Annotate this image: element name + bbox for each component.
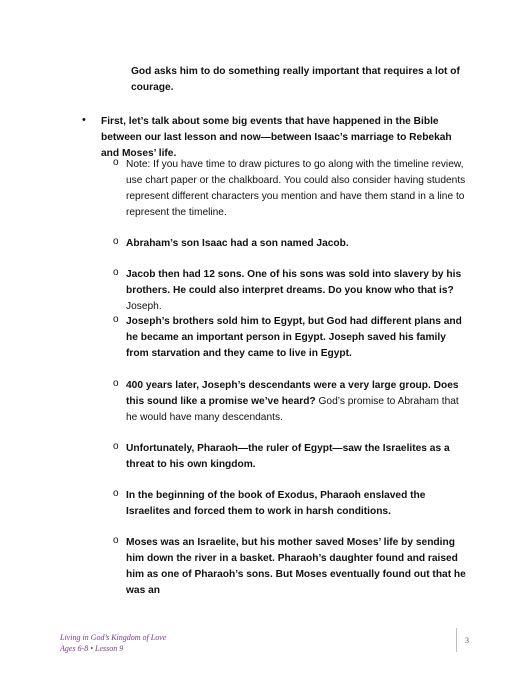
list-item — [126, 267, 471, 315]
sub-bullet-marker: o — [113, 267, 119, 278]
item-bold: Unfortunately, Pharaoh—the ruler of Egypt—saw the Israelites as a threat to his own kingdom. — [126, 443, 450, 470]
sub-bullet-marker: o — [113, 378, 119, 389]
intro-text: God asks him to do something really important that requires a lot of courage. — [131, 66, 460, 93]
item-bold: 400 years later, Joseph’s descendants were a very large group. Does this sound like a promise we’ve heard? — [126, 380, 459, 407]
item-bold: In the beginning of the book of Exodus, Pharaoh enslaved the Israelites and forced them to work in harsh conditions. — [126, 490, 426, 517]
item-normal: Note: If you have time to draw pictures to go along with the timeline review, use chart paper or the chalkboard. You could also consider having students represent different characters you mention and have them stand in a line to represent the timeline. — [126, 159, 466, 218]
main-bullet-text: First, let’s talk about some big events that have happened in the Bible between our last lesson and now—between Isaac’s marriage to Rebekah and Moses’ life. — [101, 116, 452, 159]
footer — [60, 632, 166, 654]
footer-title: Living in God’s Kingdom of Love — [60, 633, 167, 642]
list-item-note — [126, 157, 471, 221]
list-item — [126, 314, 471, 362]
bullet-marker: • — [82, 114, 86, 126]
sub-bullet-marker: o — [113, 488, 119, 499]
item-bold: Abraham’s son Isaac had a son named Jacob. — [126, 238, 349, 249]
list-item — [126, 488, 471, 520]
list-item — [126, 236, 471, 252]
sub-bullet-marker: o — [113, 314, 119, 325]
item-bold: Moses was an Israelite, but his mother saved Moses’ life by sending him down the river in a basket. Pharaoh’s daughter found and raised him as one of Pharaoh’s sons. But Moses eventually found out that he was an — [126, 537, 466, 596]
sub-bullet-marker: o — [113, 535, 119, 546]
page-number: 3 — [465, 636, 469, 645]
list-item — [126, 441, 471, 473]
sub-bullet-marker: o — [113, 157, 119, 168]
item-normal: Joseph. — [126, 301, 162, 312]
footer-divider — [456, 628, 457, 652]
item-bold: Jacob then had 12 sons. One of his sons was sold into slavery by his brothers. He could also interpret dreams. Do you know who that is? — [126, 269, 462, 296]
list-item — [126, 535, 471, 599]
footer-lesson: Ages 6-8 • Lesson 9 — [60, 644, 124, 653]
sub-bullet-marker: o — [113, 236, 119, 247]
item-normal: God’s promise to Abraham that he would have many descendants. — [126, 396, 459, 423]
sub-bullet-marker: o — [113, 441, 119, 452]
list-item — [126, 378, 471, 426]
item-bold: Joseph’s brothers sold him to Egypt, but God had different plans and he became an important person in Egypt. Joseph saved his family from starvation and they came to live in Egypt. — [126, 316, 462, 359]
